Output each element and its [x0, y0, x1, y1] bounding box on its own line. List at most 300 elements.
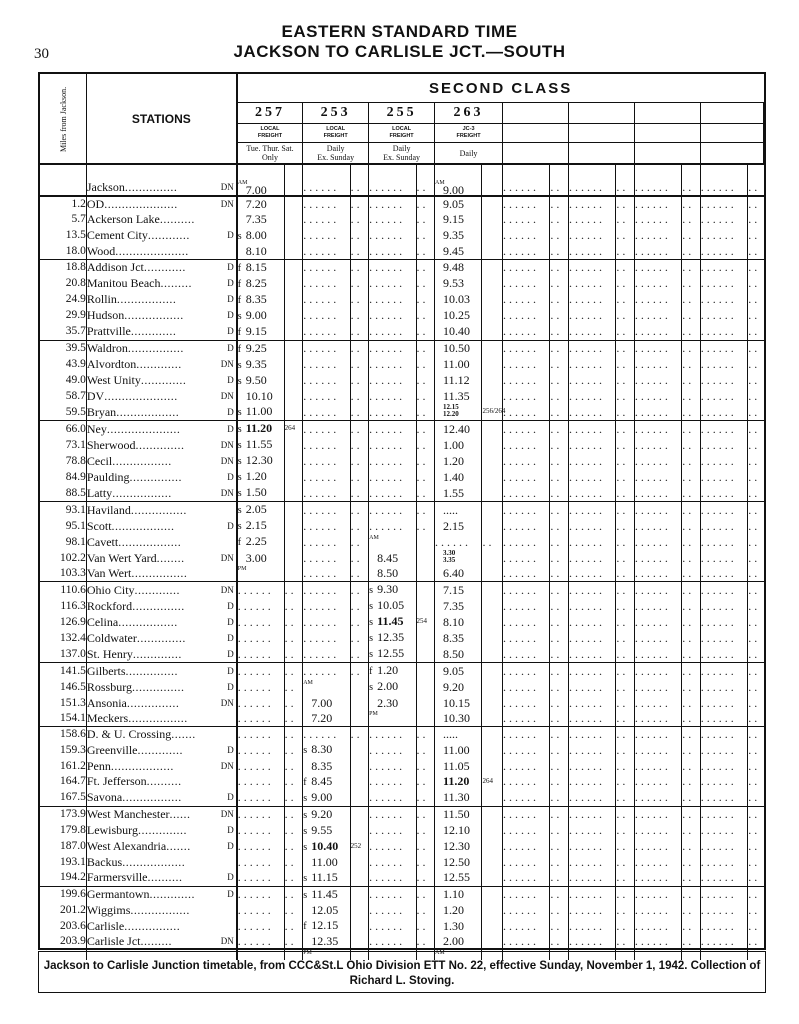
meet-note-257-8 [284, 324, 303, 341]
empty-column: ...... [568, 806, 615, 823]
empty-column: .. [748, 646, 761, 661]
empty-column: .. [550, 469, 569, 485]
empty-column: .. [550, 727, 569, 743]
meet-note-263-o [482, 164, 503, 196]
station-name [86, 324, 236, 341]
empty-time: ...... [303, 212, 350, 227]
stop-code: s [237, 424, 242, 436]
station-row [40, 389, 764, 404]
meet-note-257-21 [284, 534, 303, 550]
station-miles: 187.0 [40, 839, 86, 855]
stop-code: s [237, 472, 242, 484]
time-263-46 [435, 934, 482, 949]
time-263-4 [435, 259, 482, 276]
time-value: 9.45 [443, 243, 465, 258]
empty-time: ...... [303, 389, 350, 404]
time-value: 2.25 [245, 534, 267, 549]
empty-time: ...... [369, 324, 416, 341]
station-name [86, 742, 236, 758]
meet-note-263-36: 264 [482, 774, 503, 790]
empty-time: ...... [303, 630, 350, 646]
empty-column: .. [550, 934, 569, 949]
meet-note-263-9 [482, 340, 503, 357]
empty-column: .. [748, 469, 761, 484]
empty-column: ...... [634, 582, 681, 599]
time-value: 2.15 [443, 518, 465, 533]
empty-column: .. [550, 614, 569, 630]
empty-note: .. [416, 212, 435, 227]
time-value: 1.55 [443, 485, 465, 500]
leader-dots: ............ [147, 228, 190, 243]
empty-column: .. [682, 646, 701, 663]
empty-time: ...... [303, 663, 350, 680]
station-flag: D [227, 423, 234, 434]
time-value: 12.40 [443, 421, 471, 436]
empty-note: .. [284, 679, 303, 695]
station-miles: 203.6 [40, 918, 86, 934]
empty-time: ...... [303, 340, 350, 357]
empty-column: ...... [700, 711, 747, 727]
meet-note-253-35 [350, 758, 369, 773]
time-263-32 [435, 711, 482, 727]
meet-note-253-31 [350, 695, 369, 710]
time-value: 12.55 [377, 646, 405, 661]
station-row [40, 855, 764, 870]
leader-dots: ................. [130, 903, 190, 918]
station-name-text: West Alexandria [86, 839, 167, 854]
empty-column: ...... [503, 404, 550, 421]
empty-column: .. [748, 806, 764, 823]
empty-column: .. [682, 437, 701, 453]
station-name [86, 566, 236, 582]
time-value: 7.20 [311, 710, 333, 725]
station-name-text: Ansonia [86, 695, 127, 710]
time-263-30 [435, 679, 482, 695]
meet-note-257-22 [284, 550, 303, 566]
empty-column: ...... [634, 357, 681, 373]
time-255-22 [369, 550, 416, 566]
time-255-27 [369, 630, 416, 646]
empty-column: .. [748, 308, 761, 323]
empty-column: .. [550, 228, 569, 244]
time-263-35 [435, 758, 482, 773]
empty-note: .. [350, 663, 369, 680]
time-value: 12.35 [377, 630, 405, 645]
station-name [86, 886, 236, 903]
empty-column: ...... [700, 679, 747, 695]
empty-note: .. [350, 502, 369, 519]
train-type-253: LOCAL FREIGHT [303, 124, 369, 143]
empty-column: .. [748, 212, 761, 227]
empty-time: ...... [369, 308, 416, 324]
empty-time: ...... [369, 453, 416, 469]
station-name-text: Alvordton [86, 357, 137, 372]
empty-column: ...... [700, 308, 747, 324]
timetable-title-line-1: EASTERN STANDARD TIME [281, 22, 518, 41]
meet-note-257-9 [284, 340, 303, 357]
time-value: 9.20 [311, 806, 333, 821]
empty-column: ...... [568, 758, 615, 773]
empty-column: ...... [634, 566, 681, 582]
empty-column: .. [616, 373, 635, 389]
empty-note: .. [350, 534, 369, 550]
meet-note-253-42 [350, 870, 369, 887]
meet-note-263-40 [482, 839, 503, 855]
station-miles: 98.1 [40, 534, 86, 550]
station-name [86, 758, 236, 773]
empty-column: .. [682, 727, 701, 743]
time-value: 2.00 [443, 934, 465, 949]
empty-column: ...... [700, 790, 747, 807]
time-263-15 [435, 437, 482, 453]
empty-time: ...... [237, 790, 284, 807]
station-name [86, 357, 236, 373]
empty-column: ...... [634, 469, 681, 485]
empty-column: .. [550, 244, 569, 260]
station-row [40, 711, 764, 727]
empty-column: .. [550, 870, 569, 887]
time-263-11 [435, 373, 482, 389]
leader-dots: .................. [116, 404, 180, 419]
meet-note-257-5 [284, 276, 303, 292]
empty-note: .. [416, 244, 435, 260]
empty-column: ...... [568, 614, 615, 630]
time-value: 7.00 [245, 183, 267, 197]
empty-note: .. [416, 758, 435, 773]
station-name [86, 806, 236, 823]
empty-column: .. [616, 886, 635, 903]
time-263-9 [435, 340, 482, 357]
time-value: 11.00 [443, 357, 470, 372]
empty-time: ...... [369, 357, 416, 373]
meet-note-263-27 [482, 630, 503, 646]
station-row [40, 839, 764, 855]
time-257-7 [237, 308, 284, 324]
empty-column: ...... [634, 404, 681, 421]
station-name-text: Lewisburg [86, 823, 138, 838]
empty-column: .. [616, 839, 635, 855]
time-value: 9.15 [245, 323, 267, 338]
time-255-29 [369, 663, 416, 680]
station-name-text: Carlisle [86, 918, 125, 933]
empty-column: ...... [700, 228, 747, 244]
empty-column: .. [748, 534, 761, 549]
empty-column: ...... [634, 373, 681, 389]
station-name-text: Sherwood [86, 437, 136, 452]
ampm-label: PM [303, 949, 312, 956]
station-flag: D [227, 471, 234, 482]
station-name [86, 292, 236, 308]
leader-dots: ....... [171, 727, 196, 742]
empty-column: ...... [634, 196, 681, 212]
empty-column: ...... [568, 774, 615, 790]
empty-column: .. [682, 308, 701, 324]
meet-note-263-25 [482, 598, 503, 614]
empty-column: .. [616, 695, 635, 710]
empty-note: .. [350, 469, 369, 485]
empty-column: ...... [700, 453, 747, 469]
empty-column: ...... [634, 502, 681, 519]
empty-column: .. [682, 598, 701, 614]
station-row [40, 437, 764, 453]
empty-column: ...... [634, 421, 681, 438]
time-263-45 [435, 918, 482, 934]
empty-column: .. [616, 421, 635, 438]
station-flag: DN [220, 584, 234, 595]
meet-note-263-45 [482, 918, 503, 934]
empty-column: .. [550, 566, 569, 582]
station-miles: 88.5 [40, 485, 86, 502]
stop-code: f [237, 278, 242, 290]
empty-column: ...... [634, 212, 681, 227]
empty-column: ...... [700, 164, 747, 196]
empty-column: ...... [503, 823, 550, 839]
empty-column: .. [616, 758, 635, 773]
empty-column: ...... [700, 259, 747, 276]
empty-column: .. [616, 663, 635, 680]
station-flag: D [227, 889, 234, 900]
ampm-label: AM [435, 949, 445, 956]
empty-time: ...... [369, 806, 416, 823]
station-flag: D [227, 616, 234, 627]
empty-column: ...... [568, 550, 615, 566]
meet-note-257-10 [284, 357, 303, 373]
station-miles: 5.7 [40, 212, 86, 227]
station-row [40, 774, 764, 790]
empty-column: .. [550, 259, 569, 276]
meet-note-263-5 [482, 276, 503, 292]
empty-note: .. [416, 903, 435, 918]
time-257-21 [237, 534, 284, 550]
empty-column: ...... [634, 340, 681, 357]
station-name-text: West Unity [86, 373, 141, 388]
empty-column: .. [682, 276, 701, 292]
station-flag: DN [220, 359, 234, 370]
station-flag: D [227, 648, 234, 659]
empty-column: ...... [634, 244, 681, 260]
empty-column: ...... [503, 373, 550, 389]
empty-column: .. [682, 469, 701, 485]
station-name-text: Penn [86, 758, 111, 773]
empty-note: .. [416, 870, 435, 887]
meet-note-257-13 [284, 404, 303, 421]
empty-time: ...... [303, 566, 350, 582]
empty-note: .. [416, 839, 435, 855]
empty-note: .. [416, 774, 435, 790]
station-row [40, 196, 764, 212]
station-miles: 78.8 [40, 453, 86, 469]
meet-note-263-29 [482, 663, 503, 680]
empty-note: .. [350, 244, 369, 260]
stop-code: f [237, 343, 242, 355]
time-value: 6.40 [443, 566, 465, 581]
meet-note-257-11 [284, 373, 303, 389]
empty-column: ...... [634, 518, 681, 534]
time-253-37 [303, 790, 350, 807]
empty-column: ...... [634, 389, 681, 404]
leader-dots: ............ [143, 260, 186, 275]
empty-column: .. [550, 453, 569, 469]
time-value: 11.20 [245, 421, 273, 436]
station-miles: 59.5 [40, 404, 86, 421]
time-value: 1.50 [245, 485, 267, 500]
empty-time: ...... [369, 502, 416, 519]
leader-dots: .......... [146, 774, 182, 789]
time-value: 9.20 [443, 679, 465, 694]
empty-column: .. [682, 855, 701, 870]
leader-dots: ............. [137, 742, 184, 757]
time-257-14 [237, 421, 284, 438]
empty-column: .. [616, 566, 635, 582]
train-days-255: Daily Ex. Sunday [369, 143, 435, 165]
miles-header: Miles from Jackson. [40, 74, 86, 164]
leader-dots: ............... [129, 469, 183, 484]
empty-note: .. [284, 886, 303, 903]
empty-column: ...... [634, 453, 681, 469]
train-days-257: Tue. Thur. Sat. Only [237, 143, 303, 165]
empty-column: ...... [634, 292, 681, 308]
station-row [40, 742, 764, 758]
empty-column: ...... [634, 630, 681, 646]
empty-note: .. [416, 357, 435, 373]
station-row [40, 453, 764, 469]
time-263-o [435, 164, 482, 196]
empty-note: .. [416, 164, 435, 196]
station-flag: D [227, 343, 234, 354]
station-miles: 49.0 [40, 373, 86, 389]
empty-column: .. [682, 518, 701, 534]
stop-code: s [237, 359, 242, 371]
time-value: 10.03 [443, 292, 471, 307]
empty-column: ...... [634, 806, 681, 823]
leader-dots: ............... [124, 180, 178, 194]
empty-column: .. [748, 582, 764, 599]
origin-row [40, 164, 764, 196]
train-days-blank [503, 143, 569, 165]
empty-column: ...... [503, 502, 550, 519]
empty-column: ...... [634, 758, 681, 773]
empty-time: ...... [237, 663, 284, 680]
empty-column: .. [682, 340, 701, 357]
empty-note: .. [416, 259, 435, 276]
figure-caption: Jackson to Carlisle Junction timetable, from CCC&St.L Ohio Division ETT No. 22, effective Sunday, November 1, 1942. Collection of Richard L. Stoving. [38, 951, 766, 993]
station-flag: D [227, 520, 234, 531]
meet-note-257-15 [284, 437, 303, 453]
station-name [86, 614, 236, 630]
empty-column: ...... [634, 695, 681, 710]
empty-column: .. [616, 324, 635, 341]
empty-note: .. [350, 164, 369, 196]
empty-time: ...... [303, 502, 350, 519]
train-type-blank [700, 124, 763, 143]
station-miles: 146.5 [40, 679, 86, 695]
station-name [86, 373, 236, 389]
empty-note: .. [416, 518, 435, 534]
time-value: 7.20 [245, 197, 267, 212]
empty-note: .. [416, 421, 435, 438]
time-value: 10.25 [443, 308, 471, 323]
station-row [40, 646, 764, 663]
station-miles: 95.1 [40, 518, 86, 534]
empty-column: ...... [568, 228, 615, 244]
empty-column: ...... [503, 614, 550, 630]
empty-column: ...... [700, 212, 747, 227]
empty-note: .. [284, 806, 303, 823]
stop-code: f [237, 537, 242, 549]
empty-note: .. [416, 934, 435, 949]
stop-code: s [303, 841, 308, 853]
station-flag: DN [220, 697, 234, 708]
empty-column: ...... [634, 903, 681, 918]
empty-column: .. [748, 903, 761, 918]
station-name [86, 550, 236, 566]
time-263-6 [435, 292, 482, 308]
station-name-text: Bryan [86, 404, 117, 419]
empty-note: .. [350, 196, 369, 212]
time-263-5 [435, 276, 482, 292]
empty-column: .. [748, 663, 764, 680]
meet-note-263-7 [482, 308, 503, 324]
empty-column: .. [550, 774, 569, 790]
meet-note-263-8 [482, 324, 503, 341]
empty-column: ...... [634, 727, 681, 743]
time-255-23 [369, 566, 416, 582]
station-name [86, 469, 236, 485]
station-flag: D [227, 278, 234, 289]
empty-column: .. [748, 259, 764, 276]
stop-code: s [303, 825, 308, 837]
meet-note-263-24 [482, 582, 503, 599]
empty-time: ...... [369, 518, 416, 534]
empty-column: .. [748, 854, 761, 869]
time-value: 1.00 [443, 437, 465, 452]
empty-time: ...... [303, 421, 350, 438]
time-263-41 [435, 855, 482, 870]
station-name-text: OD [86, 197, 105, 212]
empty-column: ...... [700, 534, 747, 550]
empty-column: ...... [634, 934, 681, 949]
empty-column: ...... [700, 518, 747, 534]
station-miles: 173.9 [40, 806, 86, 823]
empty-note: .. [350, 582, 369, 599]
empty-column: ...... [634, 228, 681, 244]
time-253-35 [303, 758, 350, 773]
station-miles: 126.9 [40, 614, 86, 630]
empty-note: .. [350, 292, 369, 308]
empty-column: ...... [634, 918, 681, 934]
empty-time: ...... [303, 357, 350, 373]
station-miles: 84.9 [40, 469, 86, 485]
empty-column: .. [682, 663, 701, 680]
empty-column: ...... [503, 903, 550, 918]
empty-column: .. [682, 903, 701, 918]
stop-code: f [237, 294, 242, 306]
empty-column: ...... [634, 855, 681, 870]
meet-note-263-41 [482, 855, 503, 870]
empty-column: .. [748, 292, 761, 307]
train-type-263: JC-3 FREIGHT [435, 124, 503, 143]
empty-note: .. [416, 340, 435, 357]
empty-column: ...... [568, 566, 615, 582]
empty-column: ...... [503, 324, 550, 341]
meet-note-253-46 [350, 934, 369, 949]
station-name [86, 389, 236, 404]
leader-dots: ............... [126, 695, 180, 710]
empty-column: .. [616, 340, 635, 357]
station-miles: 201.2 [40, 903, 86, 918]
empty-column: .. [748, 357, 761, 372]
empty-column: .. [550, 758, 569, 773]
